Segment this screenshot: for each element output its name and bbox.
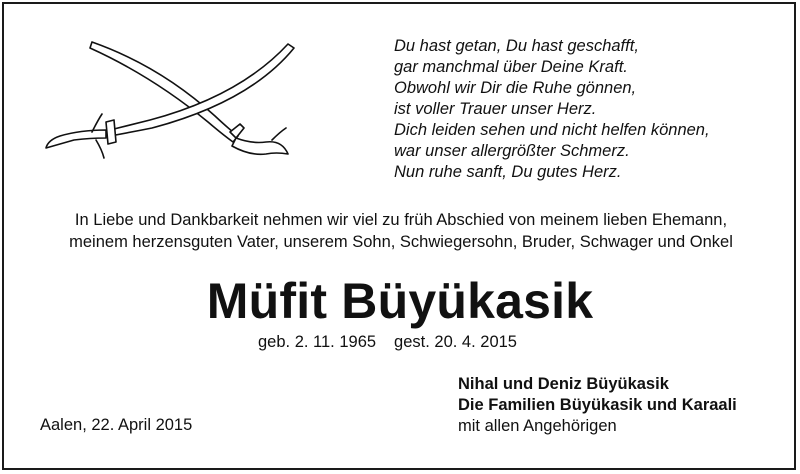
deceased-name: Müfit Büyükasik [206,273,594,329]
poem-line: Obwohl wir Dir die Ruhe gönnen, [394,79,637,97]
poem-line: ist voller Trauer unser Herz. [394,100,597,118]
intro-text [40,209,762,253]
mourner-line: Nihal und Deniz Büyükasik [458,375,669,393]
crossed-swords-icon [40,36,340,176]
mourner-line: Die Familien Büyükasik und Karaali [458,396,737,414]
birth-date: geb. 2. 11. 1965 [258,333,377,351]
poem-line: war unser allergrößter Schmerz. [394,142,630,160]
mourner-line: mit allen Angehörigen [458,417,617,435]
mourners [458,374,737,437]
poem-line: Dich leiden sehen und nicht helfen können, [394,121,710,139]
poem-line: Nun ruhe sanft, Du gutes Herz. [394,163,622,181]
poem-line: Du hast getan, Du hast geschafft, [394,37,639,55]
intro-line: meinem herzensguten Vater, unserem Sohn, Schwiegersohn, Bruder, Schwager und Onkel [69,233,733,251]
place-date: Aalen, 22. April 2015 [40,416,193,434]
life-dates [258,331,517,353]
poem-line: gar manchmal über Deine Kraft. [394,58,628,76]
intro-line: In Liebe und Dankbarkeit nehmen wir viel zu früh Abschied von meinem lieben Ehemann, [74,211,728,229]
poem [394,36,710,183]
death-date: gest. 20. 4. 2015 [394,333,517,351]
